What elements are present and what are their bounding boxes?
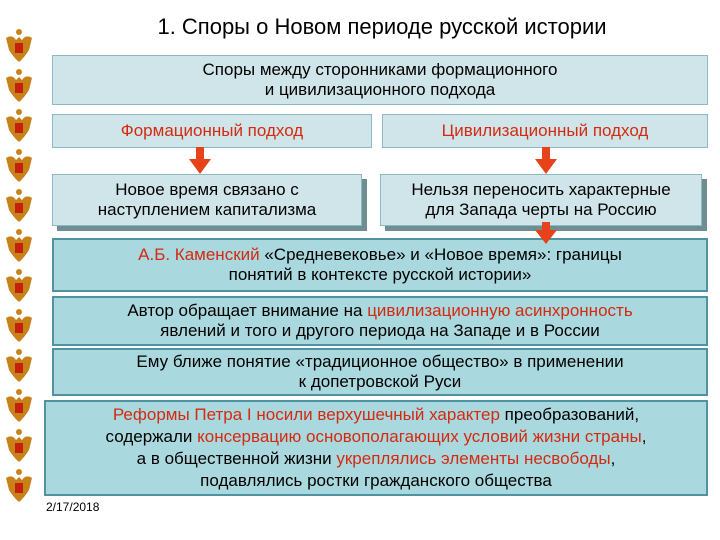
civilizational-text-line-2: для Запада черты на Россию xyxy=(425,200,657,219)
double-headed-eagle-icon xyxy=(2,228,36,266)
double-headed-eagle-icon xyxy=(2,428,36,466)
page-title: 1. Споры о Новом периоде русской истории xyxy=(157,14,607,39)
formational-heading-box xyxy=(52,114,372,148)
peter-line-3-pre: а в общественной жизни xyxy=(136,449,337,468)
double-headed-eagle-icon xyxy=(2,148,36,186)
down-arrow-icon xyxy=(535,147,557,174)
down-arrow-icon xyxy=(535,222,557,244)
civilizational-heading: Цивилизационный подход xyxy=(441,120,649,140)
traditional-line-1: Ему ближе понятие «традиционное общество» в применении xyxy=(136,351,624,371)
asynchrony-box xyxy=(52,296,708,346)
eagle-column xyxy=(2,28,38,508)
double-headed-eagle-icon xyxy=(2,468,36,506)
double-headed-eagle-icon xyxy=(2,108,36,146)
civilizational-text-box xyxy=(380,174,702,226)
formational-heading: Формационный подход xyxy=(120,120,304,140)
peter-line-4: подавлялись ростки гражданского общества xyxy=(200,471,552,491)
civilizational-heading-box xyxy=(382,114,708,148)
header-line-1: Споры между сторонниками формационного xyxy=(202,59,558,79)
asynchrony-highlight: цивилизационную асинхронность xyxy=(367,300,633,320)
down-arrow-icon xyxy=(189,147,211,174)
kamensky-box xyxy=(52,238,708,292)
peter-line-2-end: , xyxy=(641,426,647,446)
double-headed-eagle-icon xyxy=(2,348,36,386)
peter-reforms-box xyxy=(44,400,708,496)
formational-text-line-1: Новое время связано с xyxy=(115,179,299,199)
kamensky-work-line-1: «Средневековье» и «Новое время»: границы xyxy=(259,244,622,264)
header-box xyxy=(52,55,708,105)
formational-text-line-2: наступлением капитализма xyxy=(97,200,317,219)
double-headed-eagle-icon xyxy=(2,68,36,106)
peter-line-3-highlight: укреплялись элементы несвободы xyxy=(336,449,611,468)
traditional-society-box xyxy=(52,348,708,396)
header-line-2: и цивилизационного подхода xyxy=(264,80,496,99)
traditional-line-2: к допетровской Руси xyxy=(298,372,462,391)
double-headed-eagle-icon xyxy=(2,308,36,346)
kamensky-author: А.Б. Каменский xyxy=(138,244,260,264)
double-headed-eagle-icon xyxy=(2,28,36,66)
peter-line-1-rest: преобразований, xyxy=(499,404,640,424)
double-headed-eagle-icon xyxy=(2,388,36,426)
peter-line-1-highlight: Реформы Петра I носили верхушечный характер xyxy=(112,404,500,424)
asynchrony-line-2: явлений и того и другого периода на Западе и в России xyxy=(160,321,600,340)
slide-date: 2/17/2018 xyxy=(46,500,100,514)
civilizational-text-line-1: Нельзя переносить характерные xyxy=(411,179,671,199)
peter-line-2-pre: содержали xyxy=(105,426,198,446)
peter-line-3-end: , xyxy=(610,449,616,468)
double-headed-eagle-icon xyxy=(2,268,36,306)
double-headed-eagle-icon xyxy=(2,188,36,226)
peter-line-2-highlight: консервацию основополагающих условий жизни страны xyxy=(197,426,642,446)
formational-text-box xyxy=(52,174,362,226)
kamensky-work-line-2: понятий в контексте русской истории» xyxy=(228,265,532,284)
asynchrony-pre: Автор обращает внимание на xyxy=(127,300,368,320)
